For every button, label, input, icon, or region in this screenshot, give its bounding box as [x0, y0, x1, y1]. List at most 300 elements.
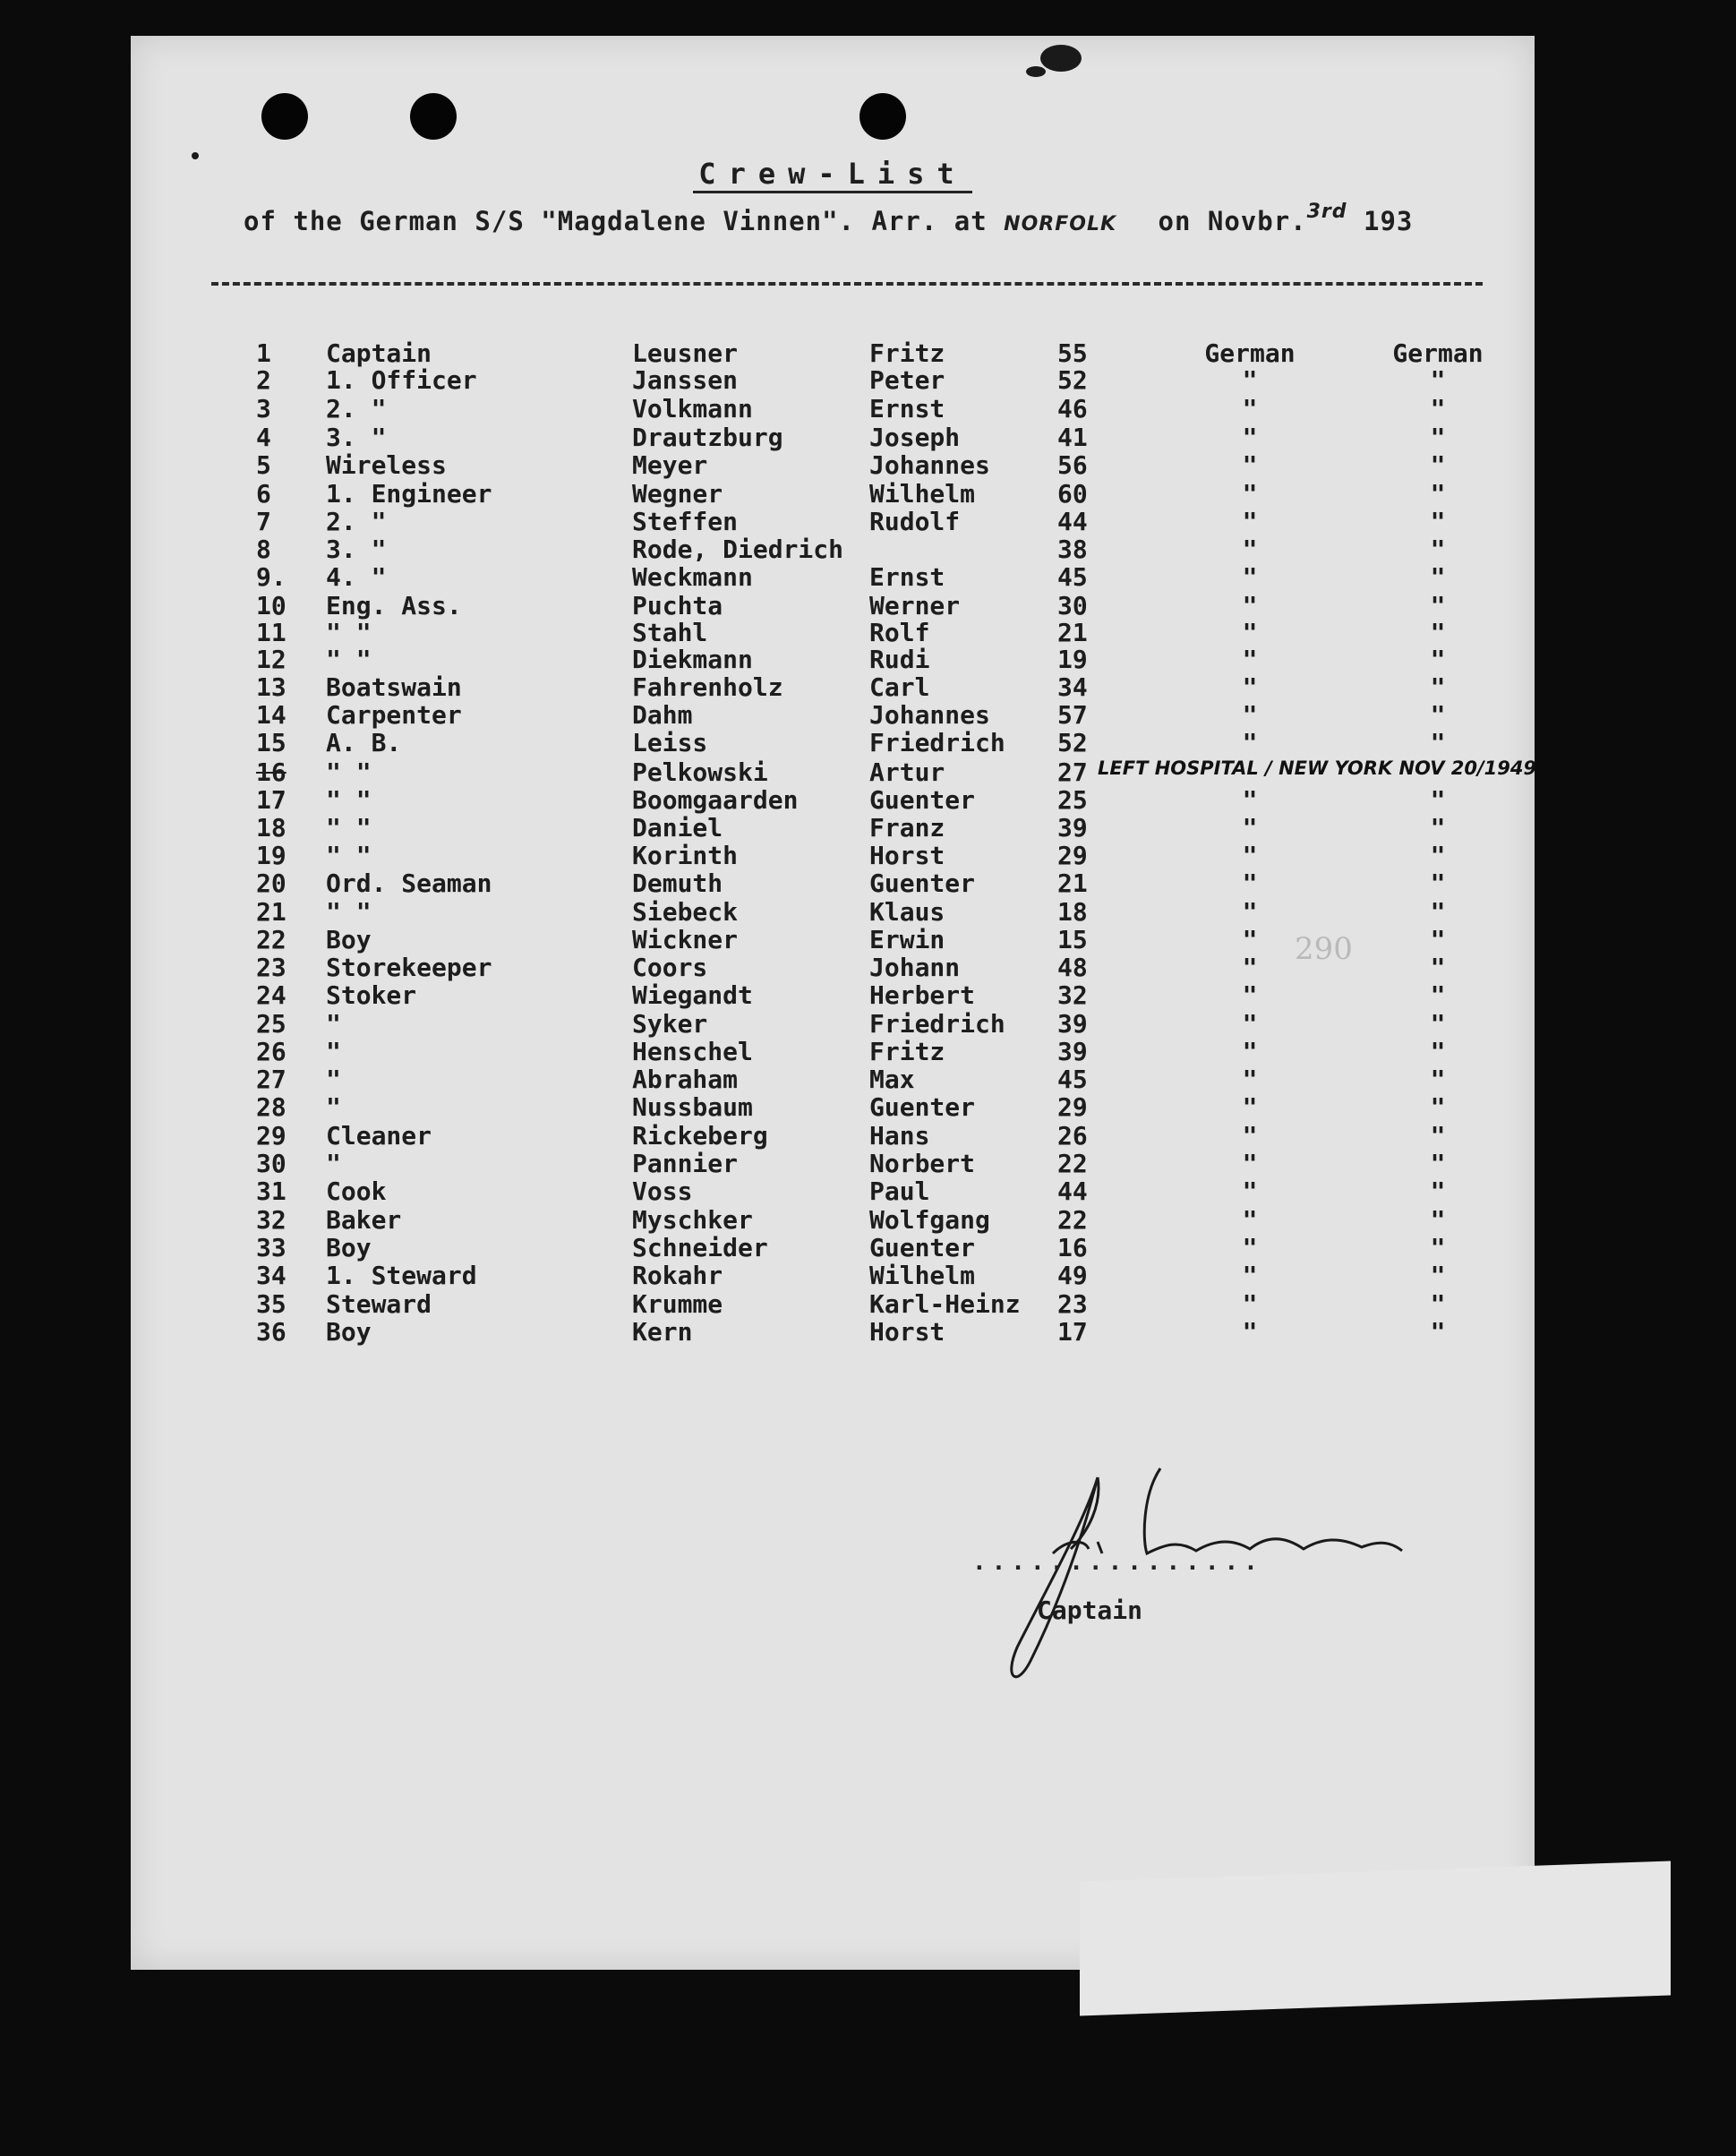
crew-number: 6	[256, 479, 271, 509]
crew-number: 29	[256, 1121, 286, 1151]
table-row	[131, 1149, 1535, 1177]
crew-given-name: Fritz	[869, 338, 945, 368]
crew-surname: Demuth	[632, 868, 723, 898]
table-row	[131, 672, 1535, 701]
table-row	[131, 338, 1535, 367]
crew-rank: Carpenter	[326, 700, 462, 730]
crew-nationality: "	[1242, 1233, 1258, 1262]
crew-nationality: "	[1242, 1317, 1258, 1347]
table-row	[131, 897, 1535, 926]
crew-nationality: "	[1242, 1037, 1258, 1066]
crew-age: 41	[1057, 423, 1088, 452]
crew-age: 19	[1057, 645, 1088, 674]
crew-age: 46	[1057, 394, 1088, 424]
crew-surname: Boomgaarden	[632, 785, 799, 815]
folded-corner	[1080, 1861, 1671, 2015]
crew-number: 8	[256, 535, 271, 564]
crew-nationality: "	[1242, 394, 1258, 424]
crew-nationality: "	[1242, 1261, 1258, 1290]
crew-rank: 1. Officer	[326, 365, 477, 395]
crew-given-name: Rudolf	[869, 507, 961, 536]
subtitle-year: 193	[1364, 206, 1414, 236]
crew-nationality: "	[1242, 785, 1258, 815]
crew-residence: German	[1392, 338, 1484, 368]
crew-surname: Syker	[632, 1009, 708, 1039]
crew-surname: Krumme	[632, 1289, 723, 1319]
crew-given-name: Erwin	[869, 925, 945, 954]
table-row	[131, 1065, 1535, 1093]
crew-nationality: "	[1242, 813, 1258, 843]
crew-nationality: "	[1242, 728, 1258, 757]
crew-residence: "	[1430, 1317, 1446, 1347]
punch-hole	[261, 93, 308, 140]
table-row	[131, 1121, 1535, 1150]
crew-residence: "	[1430, 813, 1446, 843]
table-row	[131, 813, 1535, 842]
crew-number: 34	[256, 1261, 286, 1290]
crew-given-name: Carl	[869, 672, 930, 702]
table-row	[131, 980, 1535, 1009]
crew-number: 31	[256, 1176, 286, 1206]
crew-residence: "	[1430, 841, 1446, 870]
crew-nationality: "	[1242, 1065, 1258, 1094]
crew-rank: 1. Engineer	[326, 479, 492, 509]
crew-surname: Wiegandt	[632, 980, 753, 1010]
crew-given-name: Johannes	[869, 450, 990, 480]
table-row	[131, 479, 1535, 508]
crew-rank: Stoker	[326, 980, 417, 1010]
crew-residence: "	[1430, 980, 1446, 1010]
crew-given-name: Rudi	[869, 645, 930, 674]
table-row	[131, 535, 1535, 563]
crew-age: 16	[1057, 1233, 1088, 1262]
document-title: Crew-List	[131, 157, 1535, 191]
handwritten-date: 3rd	[1306, 201, 1347, 223]
crew-given-name: Karl-Heinz	[869, 1289, 1021, 1319]
crew-residence: "	[1430, 1261, 1446, 1290]
table-row	[131, 728, 1535, 757]
crew-surname: Rokahr	[632, 1261, 723, 1290]
crew-nationality: "	[1242, 1149, 1258, 1178]
crew-given-name: Johannes	[869, 700, 990, 730]
crew-nationality: "	[1242, 897, 1258, 927]
crew-number: 21	[256, 897, 286, 927]
crew-given-name: Joseph	[869, 423, 961, 452]
crew-given-name: Werner	[869, 591, 961, 620]
crew-given-name: Max	[869, 1065, 915, 1094]
table-row	[131, 1037, 1535, 1065]
handwritten-annotation: LEFT HOSPITAL / NEW YORK NOV 20/1949	[1098, 757, 1537, 779]
crew-rank: Captain	[326, 338, 432, 368]
crew-given-name: Herbert	[869, 980, 976, 1010]
crew-given-name: Norbert	[869, 1149, 976, 1178]
crew-rank: " "	[326, 897, 372, 927]
crew-rank: " "	[326, 841, 372, 870]
crew-surname: Siebeck	[632, 897, 739, 927]
crew-nationality: "	[1242, 535, 1258, 564]
crew-residence: "	[1430, 535, 1446, 564]
crew-number: 25	[256, 1009, 286, 1039]
table-row	[131, 365, 1535, 394]
crew-surname: Fahrenholz	[632, 672, 783, 702]
crew-surname: Pannier	[632, 1149, 739, 1178]
crew-residence: "	[1430, 1037, 1446, 1066]
crew-number: 33	[256, 1233, 286, 1262]
crew-residence: "	[1430, 645, 1446, 674]
crew-residence: "	[1430, 507, 1446, 536]
crew-surname: Schneider	[632, 1233, 768, 1262]
divider-dashed	[211, 282, 1483, 286]
crew-surname: Rickeberg	[632, 1121, 768, 1151]
crew-age: 39	[1057, 813, 1088, 843]
crew-given-name: Friedrich	[869, 728, 1005, 757]
crew-surname: Henschel	[632, 1037, 753, 1066]
crew-number: 10	[256, 591, 286, 620]
crew-number: 20	[256, 868, 286, 898]
crew-age: 45	[1057, 1065, 1088, 1094]
crew-residence: "	[1430, 925, 1446, 954]
crew-number: 3	[256, 394, 271, 424]
crew-number: 2	[256, 365, 271, 395]
table-row	[131, 1289, 1535, 1318]
crew-number: 18	[256, 813, 286, 843]
table-row	[131, 841, 1535, 869]
crew-nationality: "	[1242, 365, 1258, 395]
table-row	[131, 1261, 1535, 1289]
crew-age: 21	[1057, 868, 1088, 898]
crew-number: 26	[256, 1037, 286, 1066]
crew-residence: "	[1430, 700, 1446, 730]
crew-surname: Voss	[632, 1176, 693, 1206]
crew-residence: "	[1430, 1121, 1446, 1151]
captain-signature	[874, 1442, 1465, 1710]
crew-age: 29	[1057, 1092, 1088, 1122]
crew-age: 52	[1057, 365, 1088, 395]
crew-residence: "	[1430, 1009, 1446, 1039]
crew-number: 7	[256, 507, 271, 536]
crew-number: 19	[256, 841, 286, 870]
crew-surname: Korinth	[632, 841, 739, 870]
crew-age: 29	[1057, 841, 1088, 870]
crew-given-name: Peter	[869, 365, 945, 395]
crew-nationality: "	[1242, 423, 1258, 452]
crew-nationality: "	[1242, 980, 1258, 1010]
crew-surname: Nussbaum	[632, 1092, 753, 1122]
faint-stamp-number: 290	[1295, 931, 1353, 967]
crew-nationality: "	[1242, 700, 1258, 730]
crew-age: 44	[1057, 507, 1088, 536]
crew-age: 55	[1057, 338, 1088, 368]
table-row	[131, 507, 1535, 535]
crew-surname: Wegner	[632, 479, 723, 509]
subtitle-mid: on Novbr.	[1158, 206, 1307, 236]
crew-rank: "	[326, 1149, 341, 1178]
crew-nationality: "	[1242, 645, 1258, 674]
ink-blot	[1026, 66, 1046, 77]
crew-surname: Weckmann	[632, 562, 753, 592]
table-row	[131, 618, 1535, 646]
crew-given-name: Klaus	[869, 897, 945, 927]
crew-number: 28	[256, 1092, 286, 1122]
crew-rank: " "	[326, 785, 372, 815]
crew-nationality: "	[1242, 479, 1258, 509]
crew-surname: Dahm	[632, 700, 693, 730]
crew-nationality: "	[1242, 591, 1258, 620]
punch-hole	[859, 93, 906, 140]
crew-nationality: German	[1204, 338, 1296, 368]
crew-nationality: "	[1242, 1176, 1258, 1206]
crew-age: 17	[1057, 1317, 1088, 1347]
crew-number: 13	[256, 672, 286, 702]
crew-surname: Meyer	[632, 450, 708, 480]
document-page	[131, 36, 1535, 1970]
crew-surname: Janssen	[632, 365, 739, 395]
table-row	[131, 1092, 1535, 1121]
crew-surname: Wickner	[632, 925, 739, 954]
crew-rank: 2. "	[326, 507, 387, 536]
crew-residence: "	[1430, 897, 1446, 927]
crew-surname: Stahl	[632, 618, 708, 647]
crew-age: 18	[1057, 897, 1088, 927]
crew-age: 52	[1057, 728, 1088, 757]
crew-rank: Wireless	[326, 450, 447, 480]
crew-residence: "	[1430, 591, 1446, 620]
crew-surname: Pelkowski	[632, 757, 768, 787]
crew-number: 27	[256, 1065, 286, 1094]
crew-given-name: Guenter	[869, 1233, 976, 1262]
crew-given-name: Guenter	[869, 868, 976, 898]
crew-number: 14	[256, 700, 286, 730]
crew-residence: "	[1430, 1176, 1446, 1206]
crew-nationality: "	[1242, 1009, 1258, 1039]
crew-given-name: Horst	[869, 841, 945, 870]
table-row	[131, 700, 1535, 729]
crew-number: 12	[256, 645, 286, 674]
crew-nationality: "	[1242, 562, 1258, 592]
table-row	[131, 757, 1535, 786]
crew-age: 32	[1057, 980, 1088, 1010]
crew-given-name: Ernst	[869, 562, 945, 592]
crew-residence: "	[1430, 450, 1446, 480]
crew-surname: Daniel	[632, 813, 723, 843]
crew-residence: "	[1430, 953, 1446, 982]
crew-given-name: Artur	[869, 757, 945, 787]
crew-residence: "	[1430, 785, 1446, 815]
crew-residence: "	[1430, 728, 1446, 757]
crew-age: 44	[1057, 1176, 1088, 1206]
table-row	[131, 423, 1535, 451]
ink-blot	[1040, 45, 1082, 72]
crew-surname: Coors	[632, 953, 708, 982]
crew-surname: Myschker	[632, 1205, 753, 1235]
crew-rank: Ord. Seaman	[326, 868, 492, 898]
crew-age: 25	[1057, 785, 1088, 815]
crew-given-name: Wilhelm	[869, 1261, 976, 1290]
crew-number: 4	[256, 423, 271, 452]
table-row	[131, 562, 1535, 591]
table-row	[131, 450, 1535, 479]
crew-rank: Steward	[326, 1289, 432, 1319]
table-row	[131, 645, 1535, 673]
crew-number: 24	[256, 980, 286, 1010]
crew-residence: "	[1430, 618, 1446, 647]
table-row	[131, 394, 1535, 423]
crew-number: 15	[256, 728, 286, 757]
crew-surname: Leiss	[632, 728, 708, 757]
table-row	[131, 785, 1535, 814]
crew-number: 17	[256, 785, 286, 815]
crew-surname: Kern	[632, 1317, 693, 1347]
crew-rank: "	[326, 1092, 341, 1122]
crew-age: 27	[1057, 757, 1088, 787]
crew-rank: "	[326, 1009, 341, 1039]
crew-residence: "	[1430, 1092, 1446, 1122]
crew-residence: "	[1430, 672, 1446, 702]
crew-age: 39	[1057, 1009, 1088, 1039]
crew-nationality: "	[1242, 1092, 1258, 1122]
crew-age: 38	[1057, 535, 1088, 564]
crew-surname: Puchta	[632, 591, 723, 620]
crew-given-name: Wolfgang	[869, 1205, 990, 1235]
crew-number: 1	[256, 338, 271, 368]
crew-age: 22	[1057, 1149, 1088, 1178]
table-row	[131, 1176, 1535, 1205]
table-row	[131, 1205, 1535, 1234]
crew-age: 21	[1057, 618, 1088, 647]
crew-residence: "	[1430, 479, 1446, 509]
crew-residence: "	[1430, 1233, 1446, 1262]
crew-nationality: "	[1242, 925, 1258, 954]
crew-number: 22	[256, 925, 286, 954]
crew-rank: " "	[326, 757, 372, 787]
crew-rank: Boatswain	[326, 672, 462, 702]
crew-residence: "	[1430, 868, 1446, 898]
crew-rank: " "	[326, 813, 372, 843]
crew-number: 11	[256, 618, 286, 647]
crew-residence: "	[1430, 562, 1446, 592]
crew-given-name: Fritz	[869, 1037, 945, 1066]
crew-nationality: "	[1242, 953, 1258, 982]
crew-residence: "	[1430, 1149, 1446, 1178]
crew-rank: Cleaner	[326, 1121, 432, 1151]
crew-rank: 3. "	[326, 423, 387, 452]
table-row	[131, 868, 1535, 897]
crew-rank: " "	[326, 645, 372, 674]
crew-residence: "	[1430, 1065, 1446, 1094]
crew-age: 34	[1057, 672, 1088, 702]
crew-rank: A. B.	[326, 728, 402, 757]
subtitle-prefix: of the German S/S "Magdalene Vinnen". Arr. at	[244, 206, 988, 236]
crew-surname: Diekmann	[632, 645, 753, 674]
crew-nationality: "	[1242, 450, 1258, 480]
crew-number: 23	[256, 953, 286, 982]
table-row	[131, 1317, 1535, 1346]
handwritten-port: NORFOLK	[1004, 213, 1117, 235]
crew-residence: "	[1430, 1289, 1446, 1319]
crew-surname: Steffen	[632, 507, 739, 536]
crew-age: 39	[1057, 1037, 1088, 1066]
signature-label: Captain	[1037, 1596, 1143, 1625]
crew-rank: Eng. Ass.	[326, 591, 462, 620]
crew-rank: Baker	[326, 1205, 402, 1235]
crew-surname: Drautzburg	[632, 423, 783, 452]
crew-rank: Boy	[326, 1317, 372, 1347]
crew-age: 22	[1057, 1205, 1088, 1235]
crew-given-name: Paul	[869, 1176, 930, 1206]
crew-rank: 3. "	[326, 535, 387, 564]
crew-number: 36	[256, 1317, 286, 1347]
crew-age: 15	[1057, 925, 1088, 954]
crew-given-name: Ernst	[869, 394, 945, 424]
crew-nationality: "	[1242, 672, 1258, 702]
crew-age: 30	[1057, 591, 1088, 620]
crew-number: 9.	[256, 562, 286, 592]
crew-given-name: Hans	[869, 1121, 930, 1151]
crew-number: 32	[256, 1205, 286, 1235]
crew-age: 57	[1057, 700, 1088, 730]
crew-residence: "	[1430, 394, 1446, 424]
crew-rank: "	[326, 1037, 341, 1066]
crew-rank: Cook	[326, 1176, 387, 1206]
crew-number: 30	[256, 1149, 286, 1178]
crew-nationality: "	[1242, 1121, 1258, 1151]
crew-nationality: "	[1242, 1205, 1258, 1235]
crew-residence: "	[1430, 423, 1446, 452]
crew-residence: "	[1430, 1205, 1446, 1235]
crew-nationality: "	[1242, 1289, 1258, 1319]
crew-surname: Abraham	[632, 1065, 739, 1094]
crew-rank: "	[326, 1065, 341, 1094]
crew-given-name: Johann	[869, 953, 961, 982]
crew-given-name: Horst	[869, 1317, 945, 1347]
crew-rank: Boy	[326, 1233, 372, 1262]
document-subtitle	[244, 201, 1414, 236]
crew-nationality: "	[1242, 841, 1258, 870]
signature-line: ...............	[972, 1549, 1263, 1576]
crew-rank: " "	[326, 618, 372, 647]
crew-rank: Storekeeper	[326, 953, 492, 982]
crew-age: 45	[1057, 562, 1088, 592]
crew-age: 49	[1057, 1261, 1088, 1290]
crew-number: 5	[256, 450, 271, 480]
crew-given-name: Guenter	[869, 785, 976, 815]
crew-nationality: "	[1242, 507, 1258, 536]
crew-rank: 2. "	[326, 394, 387, 424]
table-row	[131, 1009, 1535, 1038]
crew-residence: "	[1430, 365, 1446, 395]
crew-nationality: "	[1242, 868, 1258, 898]
crew-age: 56	[1057, 450, 1088, 480]
crew-given-name: Rolf	[869, 618, 930, 647]
crew-given-name: Franz	[869, 813, 945, 843]
crew-age: 48	[1057, 953, 1088, 982]
crew-surname: Rode, Diedrich	[632, 535, 844, 564]
table-row	[131, 1233, 1535, 1262]
crew-rank: 1. Steward	[326, 1261, 477, 1290]
crew-surname: Volkmann	[632, 394, 753, 424]
crew-given-name: Friedrich	[869, 1009, 1005, 1039]
table-row	[131, 591, 1535, 620]
crew-age: 23	[1057, 1289, 1088, 1319]
crew-rank: Boy	[326, 925, 372, 954]
crew-age: 26	[1057, 1121, 1088, 1151]
crew-number: 16	[256, 757, 286, 787]
crew-nationality: "	[1242, 618, 1258, 647]
crew-surname: Leusner	[632, 338, 739, 368]
crew-rank: 4. "	[326, 562, 387, 592]
crew-number: 35	[256, 1289, 286, 1319]
crew-age: 60	[1057, 479, 1088, 509]
